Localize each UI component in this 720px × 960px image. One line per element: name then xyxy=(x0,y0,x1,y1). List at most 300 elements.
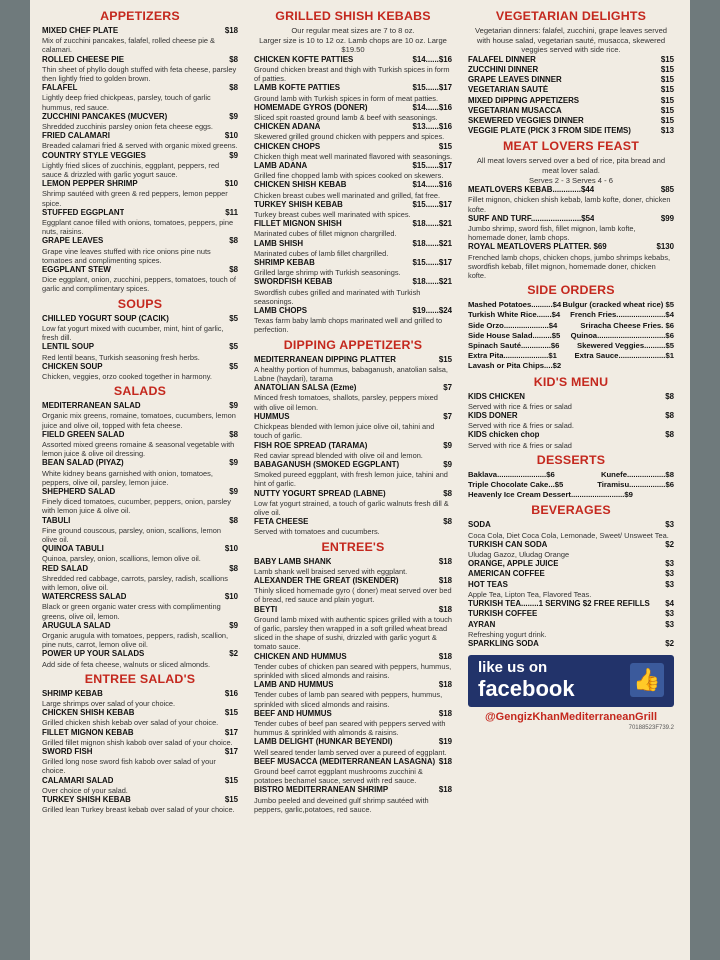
item-description: Apple Tea, Lipton Tea, Flavored Teas. xyxy=(468,589,592,599)
item-name: BEAN SALAD (PIYAZ) xyxy=(42,458,124,468)
menu-item xyxy=(468,639,674,649)
menu-item xyxy=(468,599,674,609)
menu-row-entry: Extra Pita.....................$1 xyxy=(468,351,557,361)
item-price: $4 xyxy=(665,599,674,609)
item-description: Eggplant canoe filled with onions, tomatoes, peppers, pine nuts, raisins. xyxy=(42,218,234,237)
item-description: Chickpeas blended with lemon juice olive oil, tahini and touch of garlic. xyxy=(254,422,435,441)
item-price: $8 xyxy=(229,83,238,93)
item-price: $2 xyxy=(665,638,674,648)
item-price: $8 xyxy=(443,488,452,498)
item-name: FISH ROE SPREAD (TARAMA) xyxy=(254,440,368,450)
item-name: BABY LAMB SHANK xyxy=(254,556,332,566)
item-name: SHRIMP KEBAB xyxy=(42,688,103,698)
item-name: TURKEY SHISH KEBAB xyxy=(254,199,343,209)
menu-item xyxy=(254,680,452,690)
item-price: $8 xyxy=(229,236,238,246)
item-description: Thinly sliced homemade gyro ( doner) meat served over bed of bread, red sauce and plain yogurt. xyxy=(254,586,452,605)
item-price: $18......$21 xyxy=(412,219,452,229)
item-price: $18 xyxy=(438,756,452,766)
item-price: $18 xyxy=(438,785,452,795)
item-price: $13 xyxy=(660,126,674,136)
menu-row xyxy=(468,310,674,320)
item-name: LEMON PEPPER SHRIMP xyxy=(42,179,138,189)
item-name: SURF AND TURF.......................$54 xyxy=(468,213,595,223)
item-price: $85 xyxy=(660,185,674,195)
item-description: Grilled chicken shish kebab over salad of your choice. xyxy=(42,718,219,728)
item-name: RED SALAD xyxy=(42,563,89,573)
item-price: $2 xyxy=(665,539,674,549)
item-price: $19......$24 xyxy=(412,306,452,316)
menu-row xyxy=(468,361,674,371)
menu-item xyxy=(254,122,452,132)
menu-row-entry: Side House Salad.........$5 xyxy=(468,330,561,340)
item-name: LAMB CHOPS xyxy=(254,306,308,316)
item-description: Organic mix greens, romaine, tomatoes, cucumbers, lemon juice and olive oil, topped with feta cheese. xyxy=(42,411,236,430)
menu-item xyxy=(42,621,238,631)
item-description: Lightly fried slices of zucchinis, eggplant, peppers, red sauce & drizzled with garlic yogurt sauce. xyxy=(42,160,220,180)
item-name: SHEPHERD SALAD xyxy=(42,486,116,496)
item-price: $9 xyxy=(229,150,238,160)
menu-item xyxy=(42,564,238,574)
item-description: Thin sheet of phyllo dough stuffed with feta cheese, parsley then lightly fried to golden brown. xyxy=(42,64,237,84)
menu-item xyxy=(468,214,674,224)
item-price: $8 xyxy=(665,430,674,440)
item-price: $2 xyxy=(229,649,238,659)
menu-item xyxy=(42,776,238,786)
item-description: Ground chicken breast and thigh with Turkish spices in form of patties. xyxy=(254,64,450,84)
item-description: A healthy portion of hummus, babaganush, anatolian salsa, Labne (haydari), tarama xyxy=(254,364,448,384)
item-name: WATERCRESS SALAD xyxy=(42,592,127,602)
item-name: SODA xyxy=(468,520,491,530)
menu-item xyxy=(42,430,238,440)
menu-section xyxy=(254,540,452,814)
item-description: Served with rice & fries or salad. xyxy=(468,421,574,431)
menu-item xyxy=(468,55,674,65)
item-name: FALAFEL xyxy=(42,83,78,93)
menu-row-entry: Heavenly Ice Cream Dessert.........................$9 xyxy=(468,490,633,500)
item-description: Ground lamb mixed with authentic spices grilled with a touch of garlic, parsley then wrapped in a soft grilled wheat bread sliced in the shape of sushi, drizzled with garlic yogurt & tomato sauce. xyxy=(254,614,453,652)
menu-item xyxy=(468,559,674,569)
item-name: NUTTY YOGURT SPREAD (LABNE) xyxy=(254,488,386,498)
menu-row xyxy=(468,480,674,490)
menu-row xyxy=(468,300,674,310)
menu-item xyxy=(254,277,452,287)
item-name: MEATLOVERS KEBAB.............$44 xyxy=(468,185,595,195)
item-name: LENTIL SOUP xyxy=(42,342,95,352)
item-description: Jumbo shrimp, sword fish, fillet mignon, lamb kofte, homemade doner, lamb chops. xyxy=(468,224,636,243)
item-price: $8 xyxy=(229,563,238,573)
menu-item xyxy=(254,103,452,113)
item-name: KIDS chicken chop xyxy=(468,430,540,440)
item-name: HOT TEAS xyxy=(468,579,508,589)
menu-item xyxy=(254,219,452,229)
item-description: Grilled fillet mignon shish kabob over salad of your choice. xyxy=(42,737,233,747)
item-price: $18 xyxy=(438,575,452,585)
item-description: Served with rice & fries or salad xyxy=(468,401,572,411)
item-name: FILLET MIGNON KEBAB xyxy=(42,727,134,737)
item-price: $15 xyxy=(660,85,674,95)
menu-row-entry: Tiramisu.................$6 xyxy=(597,480,674,490)
item-description: Grilled long nose sword fish kabob over salad of your choice. xyxy=(42,757,216,776)
item-name: LAMB SHISH xyxy=(254,238,304,248)
section-heading: GRILLED SHISH KEBABS xyxy=(275,9,431,23)
item-name: KIDS DONER xyxy=(468,411,518,421)
menu-item xyxy=(42,401,238,411)
item-name: FALAFEL DINNER xyxy=(468,54,536,64)
item-price: $3 xyxy=(665,559,674,569)
item-description: Low fat yogurt mixed with cucumber, mint, hint of garlic, fresh dill. xyxy=(42,323,224,343)
item-description: Ground lamb with Turkish spices in form of meat patties. xyxy=(254,93,439,103)
menu-row xyxy=(468,321,674,331)
menu-item xyxy=(468,65,674,75)
item-name: TABULI xyxy=(42,515,71,525)
menu-row xyxy=(468,341,674,351)
menu-item xyxy=(468,185,674,195)
item-description: Served with tomatoes and cucumbers. xyxy=(254,527,380,537)
menu-item xyxy=(42,516,238,526)
menu-row-entry: Kunefe..................$8 xyxy=(600,469,674,479)
menu-row-entry: Side Orzo.....................$4 xyxy=(468,320,558,330)
item-price: $3 xyxy=(665,520,674,530)
item-name: CHILLED YOGURT SOUP (CACIK) xyxy=(42,313,169,323)
menu-item xyxy=(254,489,452,499)
item-price: $15 xyxy=(224,708,238,718)
item-name: MEDITERRANEAN SALAD xyxy=(42,401,141,411)
menu-page xyxy=(30,0,690,960)
item-price: $18 xyxy=(438,556,452,566)
item-price: $8 xyxy=(229,54,238,64)
menu-item xyxy=(42,708,238,718)
item-description: Refreshing yogurt drink. xyxy=(468,629,547,639)
menu-item xyxy=(254,652,452,662)
section-heading: ENTREE SALAD'S xyxy=(84,671,196,686)
item-price: $9 xyxy=(229,486,238,496)
section-heading: DIPPING APPETIZER'S xyxy=(283,337,423,352)
section-heading: ENTREE'S xyxy=(321,539,385,554)
item-description: Breaded calamari fried & served with organic mixed greens. xyxy=(42,141,238,151)
item-name: LAMB KOFTE PATTIES xyxy=(254,83,341,93)
item-description: Quinoa, parsley, onion, scallions, lemon olive oil. xyxy=(42,554,201,564)
item-description: Red caviar spread blended with olive oil and lemon. xyxy=(254,450,423,460)
item-description: Tender cubes of beef pan seared with peppers served with hummus & sprinkled with almonds & raisins. xyxy=(254,718,446,738)
item-name: CHICKEN AND HUMMUS xyxy=(254,651,347,661)
item-description: Grape vine leaves stuffed with rice onions pine nuts tomatoes and complimenting spices. xyxy=(42,246,211,265)
item-description: White kidney beans garnished with onion, tomatoes, peppers, olive oil, parsley, lemon juice. xyxy=(42,468,213,487)
menu-item xyxy=(42,544,238,554)
menu-section xyxy=(254,338,452,537)
item-name: VEGETARIAN SAUTÉ xyxy=(468,85,549,95)
section-note: Larger size is 10 to 12 oz. Lamb chops are 10 oz. Large $19.50 xyxy=(259,35,447,55)
item-price: $3 xyxy=(665,619,674,629)
menu-item xyxy=(254,517,452,527)
item-name: CHICKEN KOFTE PATTIES xyxy=(254,54,354,64)
item-price: $5 xyxy=(229,313,238,323)
item-name: FRIED CALAMARI xyxy=(42,131,110,141)
item-price: $15......$17 xyxy=(412,199,452,209)
item-description: Texas farm baby lamb chops marinated well and grilled to perfection. xyxy=(254,316,443,335)
section-note: Vegetarian dinners: falafel, zucchini, grape leaves served with house salad, vegetarian sauté, musacca, skewered veggies served with side rice. xyxy=(474,26,668,55)
menu-item xyxy=(42,592,238,602)
menu-row-entry: French Fries.......................$4 xyxy=(570,310,674,320)
item-price: $11 xyxy=(225,207,238,217)
menu-row xyxy=(468,470,674,480)
item-price: $3 xyxy=(665,569,674,579)
menu-item xyxy=(254,55,452,65)
item-price: $15 xyxy=(438,141,452,151)
menu-item xyxy=(468,392,674,402)
item-price: $18 xyxy=(438,604,452,614)
item-price: $15 xyxy=(660,54,674,64)
item-description: Fine ground couscous, parsley, onion, scallions, lemon olive oil. xyxy=(42,525,221,544)
column-right xyxy=(468,6,674,731)
item-name: BEEF MUSACCA (MEDITERRANEAN LASAGNA) xyxy=(254,756,435,766)
menu-item xyxy=(42,55,238,65)
item-price: $14......$16 xyxy=(412,180,452,190)
item-description: Assorted mixed greens romaine & seasonal vegetable with lemon juice & olive oil dressing. xyxy=(42,439,235,459)
menu-item xyxy=(42,487,238,497)
item-description: Finely diced tomatoes, cucumber, peppers, onion, parsley with lemon juice & olive oil. xyxy=(42,497,231,516)
menu-section xyxy=(468,139,674,280)
menu-section xyxy=(42,672,238,815)
item-price: $18 xyxy=(438,708,452,718)
menu-section xyxy=(42,297,238,381)
item-price: $3 xyxy=(665,579,674,589)
item-name: HUMMUS xyxy=(254,411,290,421)
item-name: GRAPE LEAVES xyxy=(42,236,104,246)
section-heading: KID'S MENU xyxy=(533,374,609,389)
item-name: COUNTRY STYLE VEGGIES xyxy=(42,150,146,160)
item-name: SHRIMP KEBAB xyxy=(254,258,315,268)
item-name: ZUCCHINI PANCAKES (MUCVER) xyxy=(42,111,168,121)
item-description: Low fat yogurt strained, a touch of garlic walnuts fresh dill & olive oil. xyxy=(254,498,449,517)
item-description: Sliced spit roasted ground lamb & beef with seasonings. xyxy=(254,113,438,122)
menu-row-entry: Sriracha Cheese Fries. $6 xyxy=(580,320,674,330)
item-description: Frenched lamb chops, chicken chops, jumbo shrimps kebabs, swordfish kebab, fillet mignon, homemade doner, chicken kofte. xyxy=(468,252,671,281)
item-price: $8 xyxy=(229,429,238,439)
section-note: Serves 2 - 3 Serves 4 - 6 xyxy=(529,175,613,185)
section-heading: MEAT LOVERS FEAST xyxy=(502,139,640,154)
menu-item xyxy=(42,689,238,699)
item-name: LAMB ADANA xyxy=(254,161,308,171)
item-description: Turkey breast cubes well marinated with spices. xyxy=(254,210,411,220)
facebook-brand-text: facebook xyxy=(478,676,575,702)
item-name: VEGETARIAN MUSACCA xyxy=(468,105,562,115)
item-price: $9 xyxy=(229,111,238,121)
menu-row-entry: Triple Chocolate Cake...$5 xyxy=(468,480,564,490)
menu-row-entry: Spinach Sauté..............$6 xyxy=(468,341,560,351)
menu-item xyxy=(254,200,452,210)
menu-row-entry: Lavash or Pita Chips....$2 xyxy=(468,361,562,371)
thumbs-up-icon: 👍 xyxy=(630,663,664,697)
item-description: Chicken breast cubes well marinated and grilled, fat free. xyxy=(254,190,441,200)
menu-item xyxy=(42,83,238,93)
item-description: Dice eggplant, onion, zucchini, peppers, tomatoes, touch of garlic and complimentary spices. xyxy=(42,275,236,294)
item-name: LAMB AND HUMMUS xyxy=(254,680,334,690)
item-description: Add side of feta cheese, walnuts or sliced almonds. xyxy=(42,659,211,669)
item-description: Minced fresh tomatoes, shallots, parsley, peppers mixed with olive oil lemon. xyxy=(254,393,438,412)
item-name: ANATOLIAN SALSA (Ezme) xyxy=(254,383,357,393)
menu-item xyxy=(42,314,238,324)
menu-section xyxy=(468,503,674,649)
menu-item xyxy=(254,576,452,586)
item-description: Marinated cubes of lamb fillet chargrilled. xyxy=(254,248,389,258)
item-price: $18......$21 xyxy=(412,277,452,287)
item-price: $9 xyxy=(229,458,238,468)
item-name: MIXED DIPPING APPETIZERS xyxy=(468,95,580,105)
menu-item xyxy=(468,75,674,85)
menu-item xyxy=(254,180,452,190)
item-name: SKEWERED VEGGIES DINNER xyxy=(468,116,584,125)
item-name: POWER UP YOUR SALADS xyxy=(42,649,145,659)
item-description: Lamb shank well braised served with eggplant. xyxy=(254,566,408,576)
item-description: Tender cubes of lamb pan seared with peppers, hummus, sprinkled with sliced almonds and raisins. xyxy=(254,690,443,709)
item-price: $10 xyxy=(224,179,238,189)
item-name: GRAPE LEAVES DINNER xyxy=(468,75,562,85)
menu-item xyxy=(468,126,674,136)
item-name: EGGPLANT STEW xyxy=(42,265,111,275)
menu-item xyxy=(42,342,238,352)
menu-item xyxy=(42,26,238,36)
item-name: AYRAN xyxy=(468,619,496,629)
item-name: BISTRO MEDITERRANEAN SHRIMP xyxy=(254,785,389,795)
item-price: $5 xyxy=(229,361,238,371)
item-price: $9 xyxy=(443,459,452,469)
menu-item xyxy=(254,161,452,171)
menu-item xyxy=(468,520,674,530)
item-name: FETA CHEESE xyxy=(254,517,309,527)
item-price: $15 xyxy=(660,95,674,105)
menu-item xyxy=(254,239,452,249)
menu-item xyxy=(42,208,238,218)
menu-row-entry: Turkish White Rice.......$4 xyxy=(468,310,561,320)
item-price: $15 xyxy=(224,775,238,785)
menu-row xyxy=(468,331,674,341)
section-heading: APPETIZERS xyxy=(100,9,180,23)
facebook-banner[interactable] xyxy=(468,655,674,707)
item-description: Uludag Gazoz, Uludag Orange xyxy=(468,550,570,560)
item-name: TURKISH COFFEE xyxy=(468,609,538,619)
menu-section xyxy=(468,283,674,371)
menu-row-entry: Mashed Potatoes..........$4 xyxy=(468,300,562,310)
item-price: $99 xyxy=(660,213,674,223)
menu-item xyxy=(254,709,452,719)
menu-item xyxy=(468,85,674,95)
item-name: SWORD FISH xyxy=(42,747,93,757)
item-price: $14......$16 xyxy=(412,102,452,112)
menu-item xyxy=(254,355,452,365)
item-description: Chicken, veggies, orzo cooked together in harmony. xyxy=(42,371,212,381)
item-name: MEDITERRANEAN DIPPING PLATTER xyxy=(254,354,396,364)
menu-item xyxy=(42,179,238,189)
item-price: $18 xyxy=(438,680,452,690)
item-price: $9 xyxy=(443,440,452,450)
menu-item xyxy=(254,383,452,393)
menu-row xyxy=(468,351,674,361)
item-price: $8 xyxy=(665,391,674,401)
item-name: ARUGULA SALAD xyxy=(42,620,111,630)
item-price: $17 xyxy=(224,747,238,757)
item-description: Mix of zucchini pancakes, falafel, rolled cheese pie & calamari. xyxy=(42,36,215,55)
item-price: $130 xyxy=(656,242,674,252)
menu-row-entry: Skewered Veggies..........$5 xyxy=(577,341,674,351)
item-description: Shrimp sautéed with green & red peppers, lemon pepper spice. xyxy=(42,189,228,208)
item-price: $10 xyxy=(224,131,238,141)
social-handle[interactable]: @GengizKhanMediterraneanGrill xyxy=(484,711,658,724)
menu-item xyxy=(42,151,238,161)
item-description: Over choice of your salad. xyxy=(42,785,128,795)
item-price: $13......$16 xyxy=(412,122,452,132)
item-name: ZUCCHINI DINNER xyxy=(468,64,539,74)
item-name: CHICKEN SHISH KEBAB xyxy=(254,180,347,190)
item-name: MIXED CHEF PLATE xyxy=(42,26,119,35)
menu-item xyxy=(468,569,674,579)
menu-item xyxy=(468,96,674,106)
item-price: $16 xyxy=(224,688,238,698)
item-name: QUINOA TABULI xyxy=(42,544,104,554)
item-name: CHICKEN ADANA xyxy=(254,122,321,132)
menu-item xyxy=(254,412,452,422)
item-description: Swordfish cubes grilled and marinated with Turkish seasonings. xyxy=(254,287,421,306)
item-name: SPARKLING SODA xyxy=(468,638,539,648)
menu-row-entry: Baklava.......................$6 xyxy=(468,469,555,479)
menu-row-entry: Quinoa................................$6 xyxy=(570,330,674,340)
item-name: ALEXANDER THE GREAT (ISKENDER) xyxy=(254,575,399,585)
menu-item xyxy=(42,265,238,275)
item-price: $15......$17 xyxy=(412,161,452,171)
item-price: $15 xyxy=(224,795,238,805)
section-heading: BEVERAGES xyxy=(531,503,611,518)
section-heading: SOUPS xyxy=(117,296,163,311)
item-price: $8 xyxy=(665,411,674,421)
item-price: $7 xyxy=(443,383,452,393)
item-description: Red lentil beans, Turkish seasoning fresh herbs. xyxy=(42,352,200,362)
menu-section xyxy=(468,9,674,136)
facebook-like-text: like us on xyxy=(478,659,548,677)
item-name: FILLET MIGNON SHISH xyxy=(254,219,342,229)
item-description: Ground beef carrot eggplant mushrooms zucchini & potatoes bechamel sauce, served with red sauce. xyxy=(254,767,423,786)
section-heading: DESSERTS xyxy=(536,452,606,467)
item-name: CHICKEN SHISH KEBAB xyxy=(42,708,135,718)
section-note: Our regular meat sizes are 7 to 8 oz. xyxy=(291,26,415,35)
item-price: $8 xyxy=(229,265,238,275)
item-price: $14......$16 xyxy=(412,54,452,64)
item-description: Shredded red cabbage, carrots, parsley, radish, scallions with lemon, olive oil. xyxy=(42,573,228,592)
menu-item xyxy=(42,728,238,738)
item-description: Fillet mignon, chicken shish kebab, lamb kofte, doner, chicken kofte. xyxy=(468,195,671,214)
item-description: Lightly deep fried chickpeas, parsley, touch of garlic hummus, red sauce. xyxy=(42,93,211,112)
column-middle xyxy=(254,6,452,814)
item-price: $17 xyxy=(224,727,238,737)
menu-item xyxy=(468,411,674,421)
item-price: $8 xyxy=(443,517,452,527)
menu-item xyxy=(42,112,238,122)
menu-item xyxy=(468,609,674,619)
menu-section xyxy=(468,375,674,450)
item-name: AMERICAN COFFEE xyxy=(468,569,545,579)
item-description: Served with rice & fries or salad xyxy=(468,440,572,450)
menu-item xyxy=(254,441,452,451)
item-price: $15 xyxy=(660,75,674,85)
item-description: Jumbo peeled and deveined gulf shrimp sautéed with peppers, garlic,potatoes, red sauce. xyxy=(254,795,429,814)
item-description: Tender cubes of chicken pan seared with peppers, hummus, sprinkled with sliced almonds and raisins. xyxy=(254,661,452,680)
item-price: $18 xyxy=(224,26,238,35)
section-heading: SALADS xyxy=(113,384,167,399)
menu-item xyxy=(42,795,238,805)
item-price: $15 xyxy=(660,64,674,74)
item-description: Black or green organic water cress with complimenting greens, olive oil, lemon. xyxy=(42,602,221,621)
item-name: TURKISH CAN SODA xyxy=(468,539,548,549)
item-name: KIDS CHICKEN xyxy=(468,391,525,401)
